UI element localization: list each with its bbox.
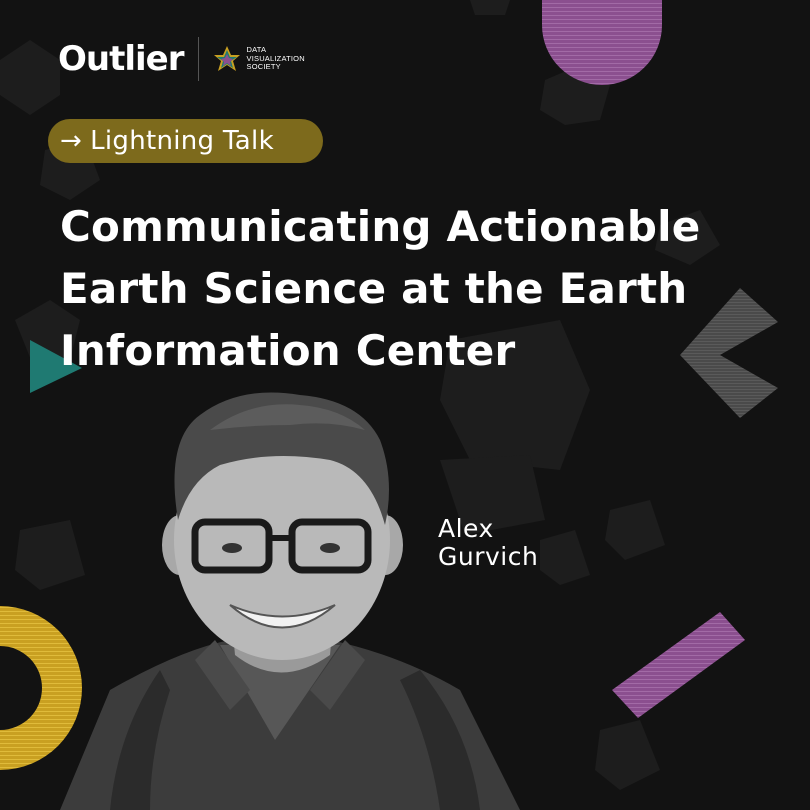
dvs-line-3: SOCIETY [246,62,281,72]
dvs-logo-icon [213,45,241,73]
dvs-line-2: VISUALIZATION [246,53,305,63]
title-line-1: Communicating Actionable [60,202,701,251]
header-divider [198,37,199,81]
dvs-logo-text [247,46,305,72]
outlier-logo: Outlier [58,39,184,79]
talk-title [60,196,800,382]
brand-header [58,36,305,82]
badge-label: Lightning Talk [90,126,274,156]
arrow-right-icon: → [60,126,83,156]
speaker-name [438,515,578,571]
lightning-talk-badge [48,119,323,163]
title-line-2: Earth Science at the Earth [60,264,688,313]
speaker-first-name: Alex [438,514,494,543]
title-line-3: Information Center [60,326,516,375]
speaker-last-name: Gurvich [438,542,539,571]
dvs-line-1: DATA [246,45,267,55]
